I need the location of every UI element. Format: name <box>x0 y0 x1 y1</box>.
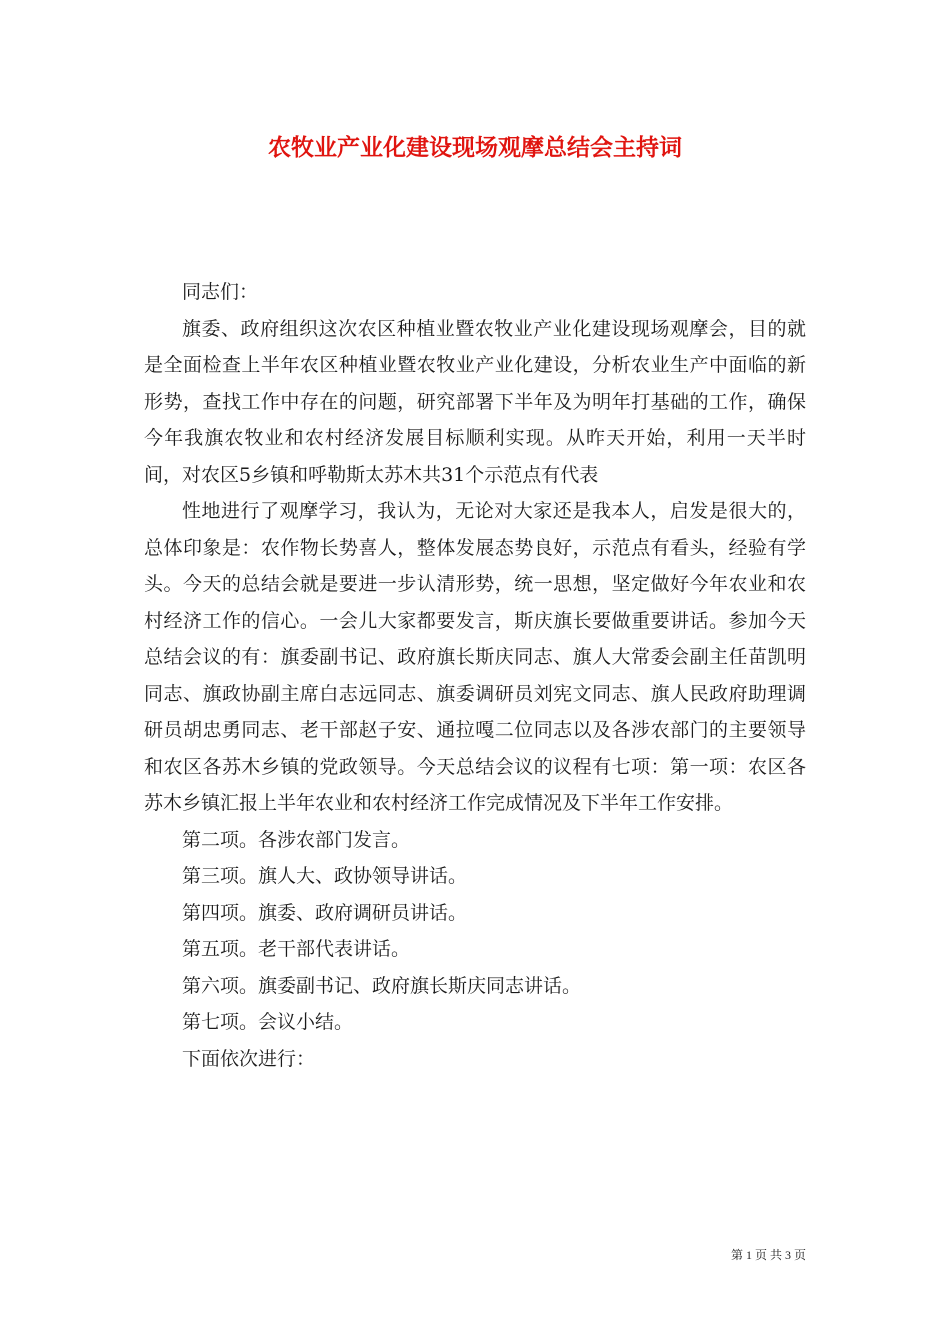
paragraph-attendees-agenda: 性地进行了观摩学习，我认为，无论对大家还是我本人，启发是很大的，总体印象是：农作物长势喜人，整体发展态势良好，示范点有看头，经验有学头。今天的总结会就是要进一步认清形势，统一思想，坚定做好今年农业和农村经济工作的信心。一会儿大家都要发言，斯庆旗长要做重要讲话。参加今天总结会议的有：旗委副书记、政府旗长斯庆同志、旗人大常委会副主任苗凯明同志、旗政协副主席白志远同志、旗委调研员刘宪文同志、旗人民政府助理调研员胡忠勇同志、老干部赵子安、通拉嘎二位同志以及各涉农部门的主要领导和农区各苏木乡镇的党政领导。今天总结会议的议程有七项：第一项：农区各苏木乡镇汇报上半年农业和农村经济工作完成情况及下半年工作安排。 <box>144 500 806 814</box>
agenda-item-4: 第四项。旗委、政府调研员讲话。 <box>182 901 468 924</box>
document-title: 农牧业产业化建设现场观摩总结会主持词 <box>268 134 682 161</box>
agenda-item-6: 第六项。旗委副书记、政府旗长斯庆同志讲话。 <box>182 974 582 997</box>
paragraph-proceed: 下面依次进行： <box>182 1047 316 1070</box>
agenda-item-5: 第五项。老干部代表讲话。 <box>182 938 411 960</box>
agenda-item-7: 第七项。会议小结。 <box>182 1011 354 1033</box>
document-body <box>144 274 806 1077</box>
paragraph-purpose: 旗委、政府组织这次农区种植业暨农牧业产业化建设现场观摩会，目的就是全面检查上半年农区种植业暨农牧业产业化建设，分析农业生产中面临的新形势，查找工作中存在的问题，研究部署下半年及为明年打基础的工作，确保今年我旗农牧业和农村经济发展目标顺利实现。从昨天开始，利用一天半时间，对农区5乡镇和呼勒斯太苏木共31个示范点有代表 <box>144 317 806 486</box>
agenda-item-3: 第三项。旗人大、政协领导讲话。 <box>182 865 468 887</box>
page-number: 第 1 页 共 3 页 <box>730 1248 806 1262</box>
paragraph-greeting: 同志们： <box>182 281 259 303</box>
agenda-item-2: 第二项。各涉农部门发言。 <box>182 828 411 851</box>
